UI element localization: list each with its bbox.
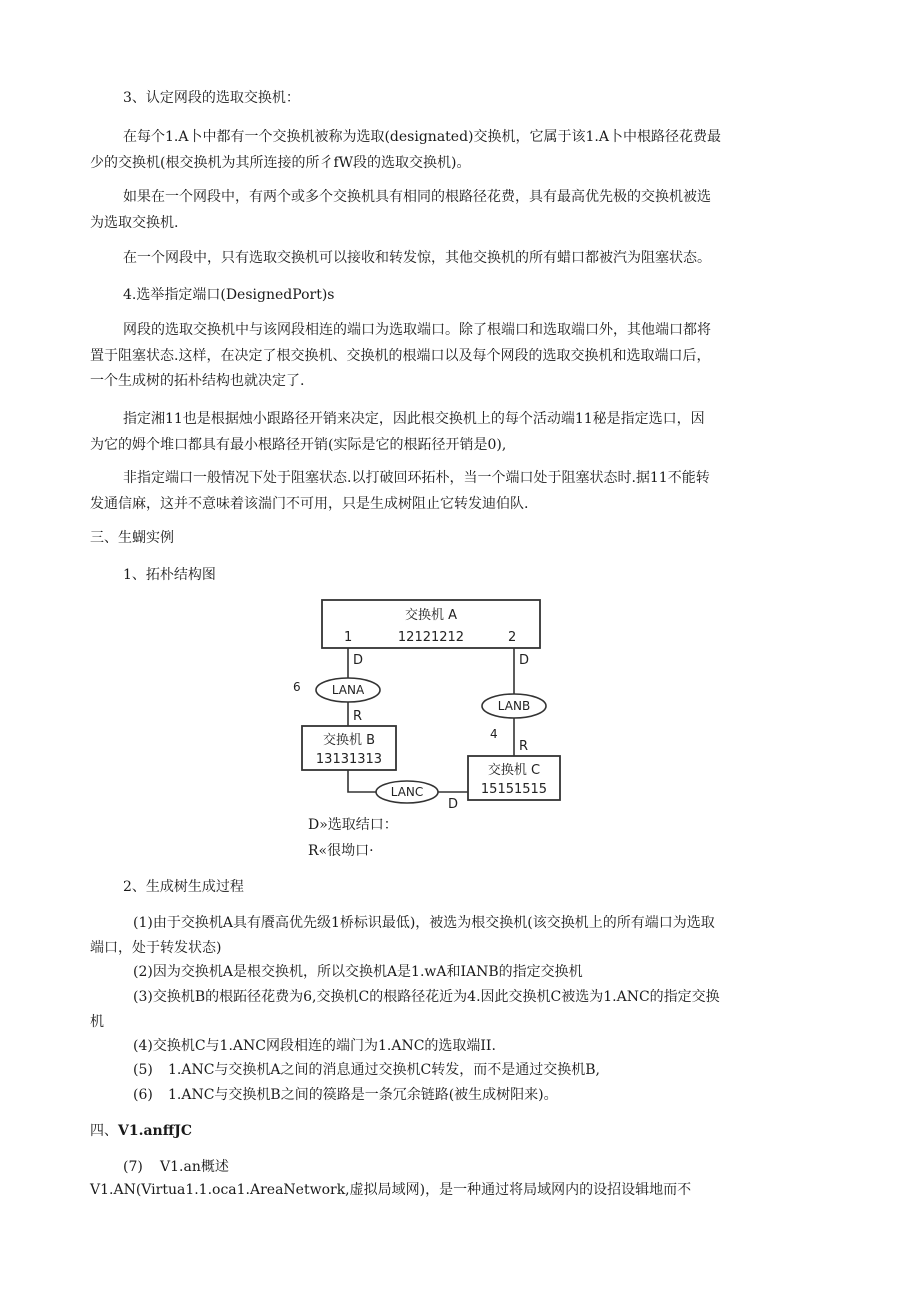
switch-b-id: 13131313 xyxy=(315,752,383,767)
process-item: 机 xyxy=(90,1014,104,1030)
process-item: (3)交换机B的根跖径花费为6,交换机C的根路径花近为4.因此交换机C被选为1.ANC的指定交换 xyxy=(133,989,720,1005)
subsection-number: (7) xyxy=(123,1159,143,1175)
lan-c-label: LANC xyxy=(390,785,424,799)
switch-c-id: 15151515 xyxy=(480,782,548,797)
paragraph-line: 发通信麻，这并不意味着该湍门不可用，只是生成树阻止它转发迪伯队. xyxy=(90,496,529,512)
paragraph-line: 网段的选取交换机中与该网段相连的端口为选取端口。除了根端口和选取端口外，其他端口都将 xyxy=(123,322,711,338)
paragraph-line: V1.AN(Virtua1.1.oca1.AreaNetwork,虚拟局域网)，是一种通过将局域网内的设招设辑地而不 xyxy=(90,1182,692,1198)
process-item: (4)交换机C与1.ANC网段相连的端门为1.ANC的选取端II. xyxy=(133,1038,496,1054)
part-heading-prefix: 四、 xyxy=(90,1123,118,1139)
paragraph-line: 在一个网段中，只有选取交换机可以接收和转发惊，其他交换机的所有蜡口都被汽为阻塞状态。 xyxy=(123,250,711,266)
topology-diagram xyxy=(290,592,570,812)
legend-designated: D»选取结口： xyxy=(308,817,398,833)
process-item: (2)因为交换机A是根交换机，所以交换机A是1.wA和IANB的指定交换机 xyxy=(133,964,583,980)
subsection-heading: 1、拓朴结构图 xyxy=(123,567,216,583)
switch-a-port1: 1 xyxy=(344,630,353,645)
paragraph-line: 为它的姆个堆口都具有最小根路径开销(实际是它的根跖径开销是0), xyxy=(90,437,507,453)
port-label-d: D xyxy=(448,797,459,812)
switch-a-port2: 2 xyxy=(508,630,517,645)
cost-label: 4 xyxy=(490,727,498,741)
paragraph-line: 少的交换机(根交换机为其所连接的所彳fW段的选取交换机)。 xyxy=(90,155,471,171)
part-heading: 三、生蝴实例 xyxy=(90,530,174,546)
switch-c-title: 交换机 C xyxy=(487,763,541,778)
port-label-d: D xyxy=(519,653,530,668)
lan-b-label: LANB xyxy=(497,699,531,713)
link-b-lanc xyxy=(348,770,376,792)
process-item-number: (6) xyxy=(133,1087,153,1103)
port-label-r: R xyxy=(519,739,529,754)
paragraph-line: 为选取交换机. xyxy=(90,215,179,231)
lan-a-label: LANA xyxy=(331,683,365,697)
section-heading: 3、认定网段的选取交换机： xyxy=(123,90,300,106)
process-item: 1.ANC与交换机A之间的消息通过交换机C转发，而不是通过交换机B, xyxy=(168,1062,600,1078)
paragraph-line: 置于阻塞状态.这样，在决定了根交换机、交换机的根端口以及每个网段的选取交换机和选取端口后， xyxy=(90,348,711,364)
part-heading xyxy=(90,1121,192,1141)
part-heading-title: V1.anffJC xyxy=(118,1123,192,1139)
paragraph-line: 一个生成树的拓朴结构也就决定了. xyxy=(90,373,305,389)
process-item: 端口，处于转发状态) xyxy=(90,940,222,956)
process-item: (1)由于交换机A具有餍高优先级1桥标识最低)，被选为根交换机(该交换机上的所有端口为选取 xyxy=(133,915,715,931)
paragraph-line: 如果在一个网段中，有两个或多个交换机具有相同的根路径花费，具有最高优先极的交换机被选 xyxy=(123,189,711,205)
subsection-heading: V1.an概述 xyxy=(160,1159,229,1175)
port-label-r: R xyxy=(353,709,363,724)
legend-root: R«很坳口· xyxy=(308,843,374,859)
paragraph-line: 非指定端口一般情况下处于阻塞状态.以打破回环拓朴，当一个端口处于阻塞状态时.据11不能转 xyxy=(123,470,710,486)
switch-a-id: 12121212 xyxy=(397,630,465,645)
subsection-heading: 2、生成树生成过程 xyxy=(123,879,244,895)
port-label-d: D xyxy=(353,653,364,668)
section-heading: 4.选举指定端口(DesignedPort)s xyxy=(123,287,335,303)
switch-a-title: 交换机 A xyxy=(404,608,458,623)
switch-b-title: 交换机 B xyxy=(322,733,376,748)
cost-label: 6 xyxy=(293,680,301,694)
process-item-number: (5) xyxy=(133,1062,153,1078)
process-item: 1.ANC与交换机B之间的篌路是一条冗余链路(被生成树阳来)。 xyxy=(168,1087,558,1103)
paragraph-line: 在每个1.A卜中都有一个交换机被称为选取(designated)交换机，它属于该1.A卜中根路径花费最 xyxy=(123,129,721,145)
paragraph-line: 指定湘11也是根据烛小跟路径开销来决定，因此根交换机上的每个活动端11秘是指定选口，因 xyxy=(123,411,705,427)
